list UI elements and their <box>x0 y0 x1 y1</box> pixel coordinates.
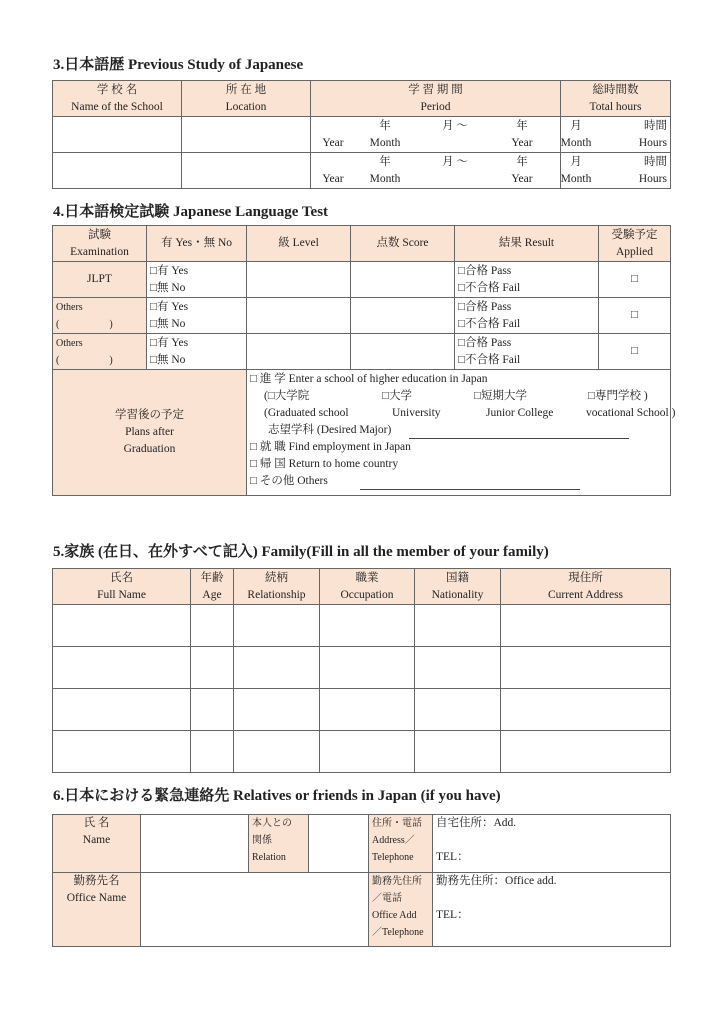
applied-checkbox[interactable]: □ <box>599 262 671 298</box>
table-row <box>53 731 671 773</box>
location-input[interactable] <box>182 117 311 153</box>
period-cell[interactable]: 年 月 ～ 年 月 Year Month Year Month <box>311 153 561 189</box>
score-header: 点数 Score <box>351 226 455 262</box>
level-header: 級 Level <box>247 226 351 262</box>
office-name-input[interactable] <box>141 873 369 947</box>
previous-study-table <box>52 80 671 189</box>
level-input[interactable] <box>247 298 351 334</box>
relation-label: 本人との 関係 Relation <box>249 815 309 873</box>
relationship-input[interactable] <box>234 605 320 647</box>
exam-label: Others ( ) <box>53 334 147 370</box>
hours-header: 総時間数 Total hours <box>561 81 671 117</box>
occupation-input[interactable] <box>320 605 415 647</box>
yesno-checkbox[interactable]: □有 Yes □無 No <box>147 262 247 298</box>
location-header: 所 在 地 Location <box>182 81 311 117</box>
hours-input[interactable]: 時間 Hours <box>561 117 671 153</box>
age-input[interactable] <box>191 689 234 731</box>
age-header: 年齢 Age <box>191 569 234 605</box>
relationship-input[interactable] <box>234 689 320 731</box>
occupation-input[interactable] <box>320 647 415 689</box>
applied-checkbox[interactable]: □ <box>599 334 671 370</box>
table-row <box>53 647 671 689</box>
exam-label: JLPT <box>53 262 147 298</box>
applied-checkbox[interactable]: □ <box>599 298 671 334</box>
yesno-checkbox[interactable]: □有 Yes □無 No <box>147 298 247 334</box>
age-input[interactable] <box>191 605 234 647</box>
hours-input[interactable]: 時間 Hours <box>561 153 671 189</box>
language-test-table <box>52 225 676 496</box>
nationality-input[interactable] <box>415 647 501 689</box>
result-header: 結果 Result <box>455 226 599 262</box>
fullname-input[interactable] <box>53 647 191 689</box>
office-address-label: 勤務先住所 ／電話 Office Add ／Telephone <box>369 873 433 947</box>
section3-title: 3.日本語歴 Previous Study of Japanese <box>53 57 304 73</box>
table-row <box>53 605 671 647</box>
nationality-input[interactable] <box>415 605 501 647</box>
score-input[interactable] <box>351 262 455 298</box>
fullname-header: 氏名 Full Name <box>53 569 191 605</box>
fullname-input[interactable] <box>53 731 191 773</box>
major-input[interactable] <box>409 426 629 439</box>
score-input[interactable] <box>351 334 455 370</box>
applied-header: 受験予定 Applied <box>599 226 671 262</box>
contact-name-input[interactable] <box>141 815 249 873</box>
family-table <box>52 568 671 773</box>
yesno-checkbox[interactable]: □有 Yes □無 No <box>147 334 247 370</box>
office-name-label: 勤務先名 Office Name <box>53 873 141 947</box>
nationality-input[interactable] <box>415 689 501 731</box>
relationship-header: 続柄 Relationship <box>234 569 320 605</box>
section6-title: 6.日本における緊急連絡先 Relatives or friends in Japan (if you have) <box>53 788 501 804</box>
fullname-input[interactable] <box>53 605 191 647</box>
plan-return-home[interactable]: □ 帰 国 Return to home country <box>250 458 399 470</box>
occupation-input[interactable] <box>320 689 415 731</box>
age-input[interactable] <box>191 731 234 773</box>
relationship-input[interactable] <box>234 647 320 689</box>
period-header: 学 習 期 間 Period <box>311 81 561 117</box>
office-address-input[interactable]: 勤務先住所：Office add. TEL： <box>433 873 671 947</box>
school-input[interactable] <box>53 153 182 189</box>
result-checkbox[interactable]: □合格 Pass □不合格 Fail <box>455 298 599 334</box>
location-input[interactable] <box>182 153 311 189</box>
school-input[interactable] <box>53 117 182 153</box>
table-row <box>53 689 671 731</box>
school-header: 学 校 名 Name of the School <box>53 81 182 117</box>
address-input[interactable] <box>501 647 671 689</box>
exam-header: 試験 Examination <box>53 226 147 262</box>
level-input[interactable] <box>247 262 351 298</box>
plans-label: 学習後の予定 Plans after Graduation <box>53 370 247 496</box>
address-input[interactable] <box>501 689 671 731</box>
level-input[interactable] <box>247 334 351 370</box>
name-label: 氏 名 Name <box>53 815 141 873</box>
relationship-input[interactable] <box>234 731 320 773</box>
section5-title: 5.家族 (在日、在外すべて記入) Family(Fill in all the member of your family) <box>53 544 549 560</box>
yesno-header: 有 Yes・無 No <box>147 226 247 262</box>
plans-options[interactable]: □ 進 学 Enter a school of higher education in Japan (□大学院 □大学 □短期大学 □専門学校 ) (Graduated school University Junior College vocational School ) 志望学科 (Desired Major) □ 就 職 Find employment in Japan □ 帰 国 Return to home country □ その他 Others <box>247 370 671 496</box>
occupation-input[interactable] <box>320 731 415 773</box>
address-header: 現住所 Current Address <box>501 569 671 605</box>
period-cell[interactable]: 年 月 ～ 年 月 Year Month Year Month <box>311 117 561 153</box>
others-input[interactable] <box>360 477 580 490</box>
result-checkbox[interactable]: □合格 Pass □不合格 Fail <box>455 262 599 298</box>
home-address-input[interactable]: 自宅住所：Add. TEL： <box>433 815 671 873</box>
plan-employment[interactable]: □ 就 職 Find employment in Japan <box>250 441 411 453</box>
address-tel-label: 住所・電話 Address／ Telephone <box>369 815 433 873</box>
address-input[interactable] <box>501 605 671 647</box>
score-input[interactable] <box>351 298 455 334</box>
plan-higher-education[interactable]: □ 進 学 Enter a school of higher education in Japan <box>250 373 488 385</box>
section4-title: 4.日本語検定試験 Japanese Language Test <box>53 204 329 220</box>
fullname-input[interactable] <box>53 689 191 731</box>
address-input[interactable] <box>501 731 671 773</box>
plan-others[interactable]: □ その他 Others <box>250 475 328 487</box>
nationality-header: 国籍 Nationality <box>415 569 501 605</box>
nationality-input[interactable] <box>415 731 501 773</box>
age-input[interactable] <box>191 647 234 689</box>
exam-label: Others ( ) <box>53 298 147 334</box>
emergency-contact-table <box>52 814 671 947</box>
occupation-header: 職業 Occupation <box>320 569 415 605</box>
relation-input[interactable] <box>309 815 369 873</box>
result-checkbox[interactable]: □合格 Pass □不合格 Fail <box>455 334 599 370</box>
